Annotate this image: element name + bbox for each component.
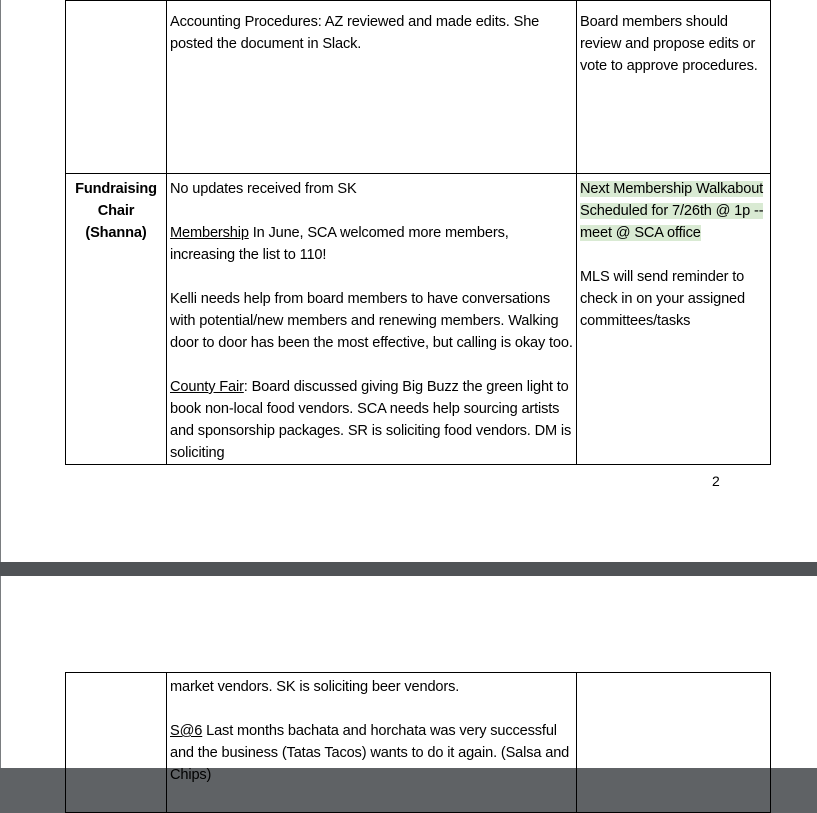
discussion-cell [167,1,577,174]
county-fair-heading: County Fair [170,379,244,395]
role-holder: (Shanna) [85,225,147,241]
no-updates-text: No updates received from SK [170,181,357,197]
minutes-table [65,672,771,813]
table-row [66,1,771,174]
page-number: 2 [712,473,720,489]
page-separator [0,562,817,576]
role-cell [66,1,167,174]
discussion-cell [167,673,577,813]
market-vendors-text: market vendors. SK is soliciting beer vendors. [170,679,460,695]
s6-heading: S@6 [170,723,203,739]
document-page-3 [1,576,817,783]
action-items-cell [577,1,771,174]
document-page-2 [1,0,817,562]
walkabout-paragraph [580,178,767,244]
walkabout-highlight: Next Membership Walkabout Scheduled for 7/26th @ 1p -- meet @ SCA office [580,181,764,241]
s6-paragraph [170,720,573,786]
role-title: Fundraising [75,181,157,197]
role-cell [66,174,167,465]
membership-text: In June, SCA welcomed more members, increasing the list to 110! [170,225,509,263]
county-fair-text: : Board discussed giving Big Buzz the green light to book non-local food vendors. SCA needs help sourcing artists and sponsorship packages. SR is soliciting food vendors. DM is soliciting [170,379,572,461]
table-row [66,174,771,465]
board-review-text: Board members should review and propose edits or vote to approve procedures. [580,14,758,74]
discussion-cell [167,174,577,465]
county-fair-paragraph [170,376,573,464]
kelli-paragraph: Kelli needs help from board members to have conversations with potential/new members and renewing members. Walking door to door has been the most effective, but calling is okay too. [170,291,573,351]
mls-reminder-text: MLS will send reminder to check in on your assigned committees/tasks [580,269,745,329]
membership-paragraph [170,222,573,266]
membership-heading: Membership [170,225,249,241]
s6-text: Last months bachata and horchata was very successful and the business (Tatas Tacos) wants to do it again. (Salsa and Chips) [170,723,570,783]
minutes-table [65,0,771,465]
role-cell [66,673,167,813]
accounting-procedures-text: Accounting Procedures: AZ reviewed and made edits. She posted the document in Slack. [170,14,540,52]
action-items-cell [577,174,771,465]
role-title: Chair [97,203,135,219]
page-left-edge [0,0,1,562]
action-items-cell [577,673,771,813]
table-row [66,673,771,813]
